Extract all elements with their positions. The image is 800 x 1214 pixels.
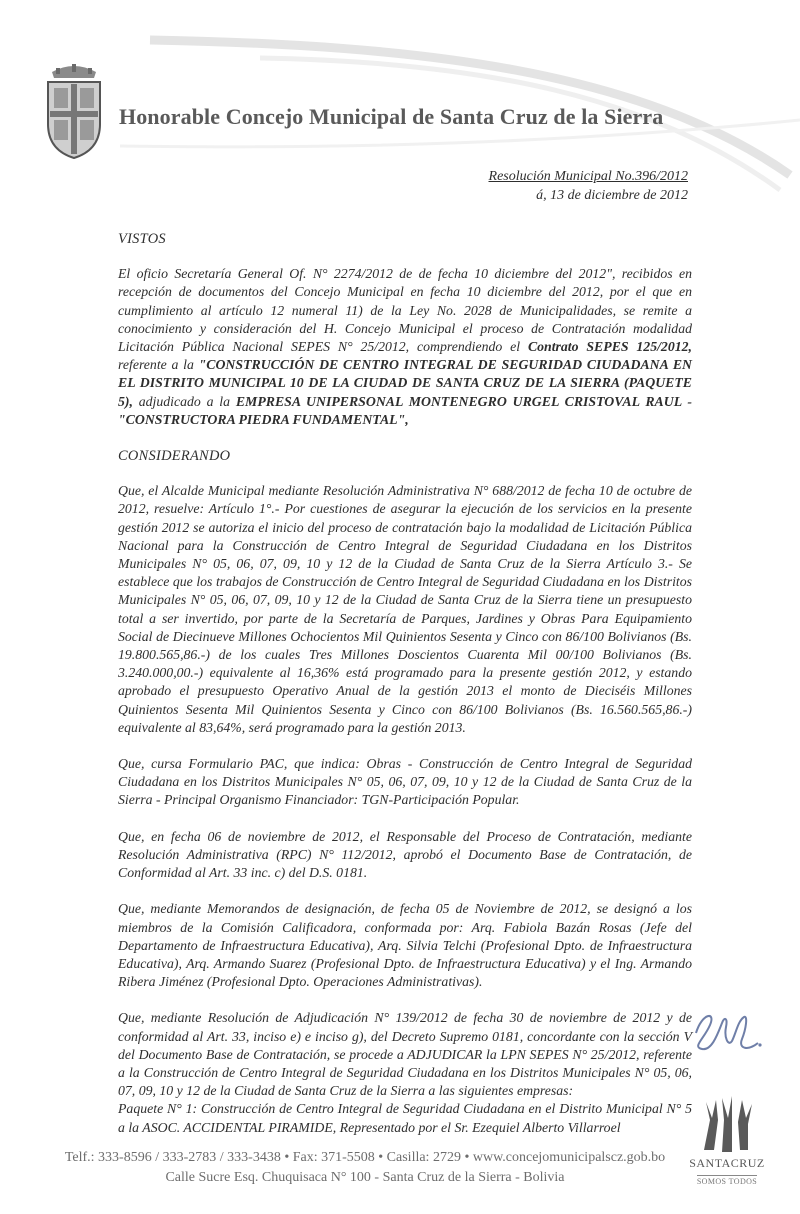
considerando-paragraph-5: Que, mediante Resolución de Adjudicación N° 139/2012 de fecha 30 de noviembre de 2012 y de conformidad al Art. 33, inciso e) e inciso g), del Decreto Supremo 0181, concordante con la sección V del Documento Base de Contratación, se procede a ADJUDICAR la LPN SEPES N° 25/2012, referente a la Construcción de Centro Integral de Seguridad Ciudadana en los Distritos Municipales N° 05, 06, 07, 09, 10 y 12 de la Ciudad de Santa Cruz de la Sierra a las siguientes empresas: <box>118 1010 692 1099</box>
coat-of-arms-icon <box>44 62 104 162</box>
page-title: Honorable Concejo Municipal de Santa Cruz de la Sierra <box>119 104 664 129</box>
section-title-considerando: CONSIDERANDO <box>118 448 231 465</box>
project-name: "CONSTRUCCIÓN DE CENTRO INTEGRAL DE SEGURIDAD CIUDADANA EN EL DISTRITO MUNICIPAL 10 DE LA CIUDAD DE SANTA CRUZ DE LA SIERRA (PAQUETE 5), <box>118 357 692 409</box>
logo-wordmark: SANTACRUZ <box>689 1156 765 1170</box>
company-name: EMPRESA UNIPERSONAL MONTENEGRO URGEL CRISTOVAL RAUL - "CONSTRUCTORA PIEDRA FUNDAMENTAL", <box>118 393 692 427</box>
page-footer <box>40 1148 690 1188</box>
contract-reference: Contrato SEPES 125/2012, <box>527 339 692 355</box>
text-run: referente a la <box>118 357 199 373</box>
document-body <box>118 230 692 1137</box>
logo-tagline: SOMOS TODOS <box>696 1177 758 1186</box>
handwritten-signature <box>688 1003 768 1063</box>
footer-address: Calle Sucre Esq. Chuquisaca N° 100 - Santa Cruz de la Sierra - Bolivia <box>165 1170 565 1185</box>
header-swoosh <box>0 0 800 260</box>
text-run: adjudicado a la <box>132 393 236 409</box>
considerando-paragraph-4: Que, mediante Memorandos de designación, de fecha 05 de Noviembre de 2012, se designó a los miembros de la Comisión Calificadora, conformada por: Arq. Fabiola Bazán Rosas (Jefe del Departamento de Infraestructura Educativa), Arq. Silvia Telchi (Profesional Dpto. de Infraestructura Educativa), Arq. Armando Suarez (Profesional Dpto. de Infraestructura Educativa) y el Ing. Armando Ribera Jiménez (Profesional Dpto. Operaciones Administrativas). <box>118 901 692 990</box>
resolution-block <box>489 167 688 205</box>
resolution-number: Resolución Municipal No.396/2012 <box>488 169 688 184</box>
text-run: El oficio Secretaría General Of. N° 2274/2012 de de fecha 10 diciembre del 2012", recibidos en recepción de documentos del Concejo Municipal en fecha 10 diciembre del 2012, por el que en cumplimiento al artículo 12 numeral 11) de la Ley No. 2028 de Municipalidades, se remite a conocimiento y consideración del H. Concejo Municipal el proceso de Contratación modalidad Licitación Pública Nacional SEPES N° 25/2012, comprendiendo el <box>118 266 692 355</box>
raised-hands-icon <box>692 1090 762 1160</box>
section-title-vistos: VISTOS <box>118 231 166 247</box>
considerando-paragraph-6: Paquete N° 1: Construcción de Centro Integral de Seguridad Ciudadana en el Distrito Municipal N° 5 a la ASOC. ACCIDENTAL PIRAMIDE, Representado por el Sr. Ezequiel Alberto Villarroel <box>118 1101 692 1135</box>
resolution-date: á, 13 de diciembre de 2012 <box>536 188 688 203</box>
considerando-paragraph-1: Que, el Alcalde Municipal mediante Resolución Administrativa N° 688/2012 de fecha 10 de octubre de 2012, resuelve: Artículo 1°.- Por cuestiones de asegurar la ejecución de los servicios en la presente gestión 2012 se autoriza el inicio del proceso de contratación bajo la modalidad de Licitación Pública Nacional para la Construcción de Centro Integral de Seguridad Ciudadana en los Distritos Municipales N° 05, 06, 07, 09, 10 y 12 de la Ciudad de Santa Cruz de la Sierra Artículo 3.- Se establece que los trabajos de Construcción de Centro Integral de Seguridad Ciudadana en los Distritos Municipales N° 05, 06, 07, 09, 10 y 12 de la Ciudad de Santa Cruz de la Sierra tiene un presupuesto total a ser invertido, por parte de la Secretaría de Parques, Jardines y Obras Para Equipamiento Social de Diecinueve Millones Ochocientos Mil Quinientos Sesenta y Cinco con 86/100 Bolivianos (Bs. 19.800.565,86.-) de los cuales Tres Millones Doscientos Cuarenta Mil 00/100 Bolivianos (Bs. 3.240.000,00.-) equivalente al 16,36% está programado para la presente gestión 2012, y estando aprobado el presupuesto Operativo Anual de la gestión 2013 el monto de Dieciséis Millones Quinientos Sesenta Mil Quinientos Sesenta y Cinco con 86/100 Bolivianos (Bs. 16.560.565,86.-) equivalente al 83,64%, será programado para la gestión 2013. <box>118 483 692 735</box>
considerando-paragraph-3: Que, en fecha 06 de noviembre de 2012, el Responsable del Proceso de Contratación, mediante Resolución Administrativa (RPC) N° 112/2012, aprobó el Documento Base de Contratación, de Conformidad al Art. 33 inc. c) del D.S. 0181. <box>118 828 692 881</box>
santa-cruz-logo <box>682 1090 772 1190</box>
footer-contact: Telf.: 333-8596 / 333-2783 / 333-3438 • Fax: 371-5508 • Casilla: 2729 • www.concejomunicipalscz.gob.bo <box>64 1150 666 1165</box>
vistos-paragraph <box>118 265 692 429</box>
considerando-paragraph-2: Que, cursa Formulario PAC, que indica: Obras - Construcción de Centro Integral de Seguridad Ciudadana en los Distritos Municipales N° 05, 06, 07, 09, 10 y 12 de la Ciudad de Santa Cruz de la Sierra - Principal Organismo Financiador: TGN-Participación Popular. <box>118 756 692 808</box>
